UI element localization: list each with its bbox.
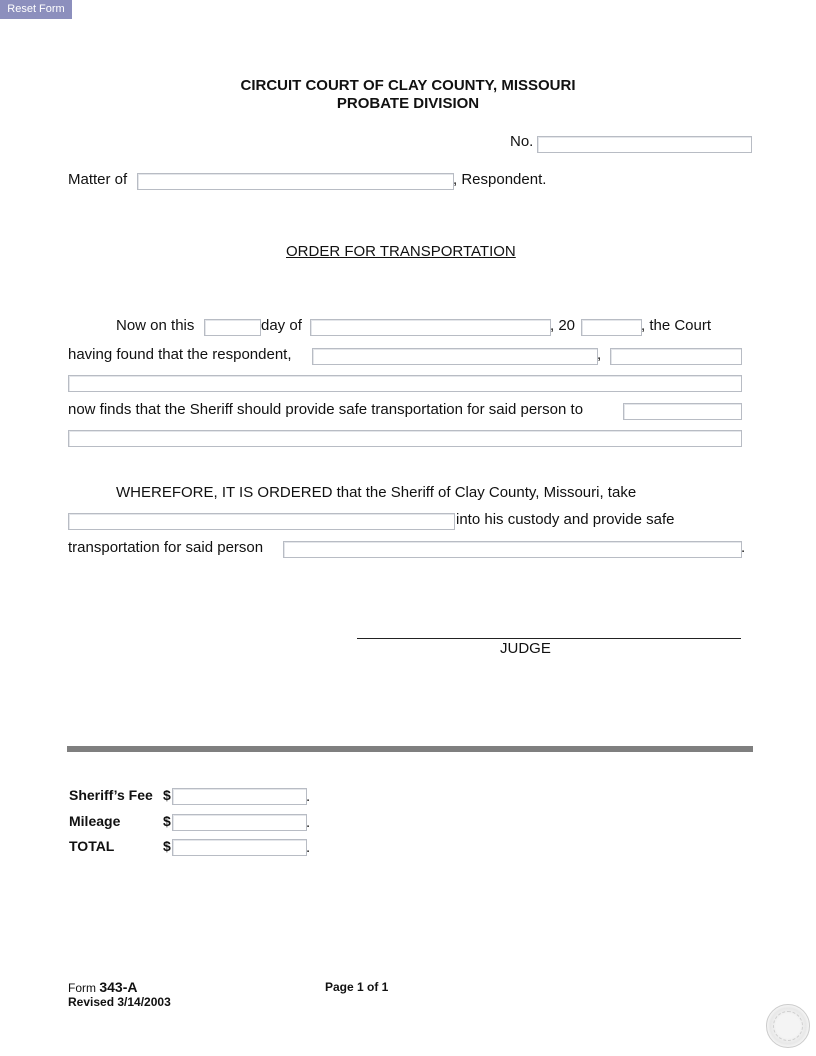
form-number-value: 343-A: [99, 979, 138, 995]
day-field[interactable]: [204, 319, 261, 336]
period-text: .: [741, 539, 746, 556]
form-number: [68, 979, 137, 995]
into-custody-text: into his custody and provide safe: [456, 511, 675, 528]
revised-date: Revised 3/14/2003: [68, 995, 171, 1009]
destination-continued-field[interactable]: [68, 430, 742, 447]
division-title: PROBATE DIVISION: [336, 95, 480, 112]
destination-field[interactable]: [623, 403, 742, 420]
mileage-currency: $: [163, 813, 171, 829]
court-seal-icon: [766, 1004, 810, 1048]
now-on-this-text: Now on this: [116, 317, 195, 334]
month-field[interactable]: [310, 319, 551, 336]
sheriffs-fee-currency: $: [163, 787, 171, 803]
section-divider: [67, 746, 753, 752]
total-field[interactable]: [172, 839, 307, 856]
form-prefix: Form: [68, 981, 96, 995]
sheriffs-fee-label: Sheriff’s Fee: [69, 787, 153, 803]
mileage-field[interactable]: [172, 814, 307, 831]
transportation-for-text: transportation for said person: [68, 539, 264, 556]
case-no-field[interactable]: [537, 136, 752, 153]
person-to-take-field[interactable]: [68, 513, 455, 530]
the-court-text: , the Court: [641, 317, 712, 334]
judge-label: JUDGE: [500, 640, 551, 657]
page-indicator: Page 1 of 1: [325, 980, 389, 994]
mileage-label: Mileage: [69, 813, 121, 829]
wherefore-text: WHEREFORE, IT IS ORDERED that the Sheriff of Clay County, Missouri, take: [116, 484, 637, 501]
sheriffs-fee-period: .: [306, 788, 311, 805]
respondent-label: , Respondent.: [453, 171, 547, 188]
having-found-text: having found that the respondent,: [68, 346, 292, 363]
reset-form-button[interactable]: Reset Form: [0, 0, 72, 19]
transportation-details-field[interactable]: [283, 541, 742, 558]
year-field[interactable]: [581, 319, 642, 336]
matter-of-label: Matter of: [68, 171, 128, 188]
day-of-text: day of: [261, 317, 302, 334]
total-period: .: [306, 839, 311, 856]
case-no-label: No.: [510, 133, 534, 150]
now-finds-text: now finds that the Sheriff should provide safe transportation for said person to: [68, 401, 584, 418]
court-title: CIRCUIT COURT OF CLAY COUNTY, MISSOURI: [240, 77, 576, 94]
comma-text: ,: [597, 346, 602, 363]
total-currency: $: [163, 838, 171, 854]
total-label: TOTAL: [69, 838, 115, 854]
sheriffs-fee-field[interactable]: [172, 788, 307, 805]
mileage-period: .: [306, 814, 311, 831]
year-prefix-text: , 20: [550, 317, 576, 334]
matter-of-field[interactable]: [137, 173, 454, 190]
order-title: ORDER FOR TRANSPORTATION: [286, 243, 516, 260]
finding-continued-field[interactable]: [68, 375, 742, 392]
respondent-finding-field[interactable]: [610, 348, 742, 365]
respondent-name-field[interactable]: [312, 348, 598, 365]
judge-signature-line: [357, 638, 741, 639]
